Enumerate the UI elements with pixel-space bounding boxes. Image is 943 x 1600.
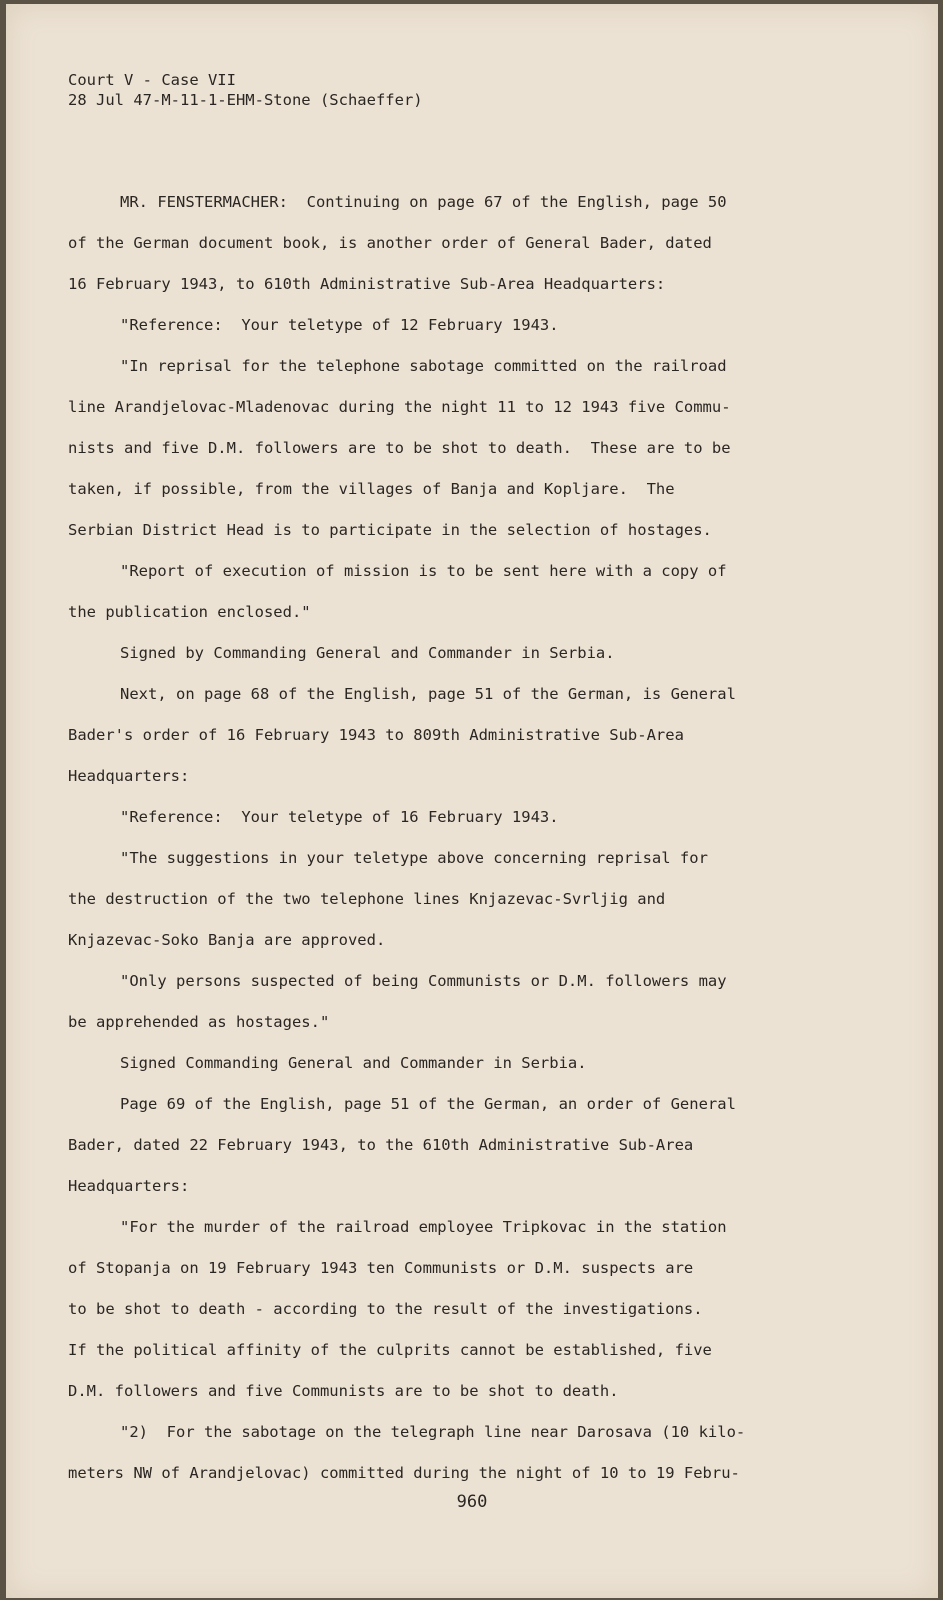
transcript-line: "The suggestions in your teletype above concerning reprisal for — [120, 849, 708, 867]
transcript-line: Page 69 of the English, page 51 of the German, an order of General — [120, 1095, 736, 1113]
header-session-line: 28 Jul 47-M-11-1-EHM-Stone (Schaeffer) — [68, 91, 423, 109]
transcript-line: be apprehended as hostages." — [68, 1013, 330, 1031]
transcript-line: Bader, dated 22 February 1943, to the 610th Administrative Sub-Area — [68, 1136, 694, 1154]
transcript-line: "Report of execution of mission is to be sent here with a copy of — [120, 562, 727, 580]
transcript-line: "Reference: Your teletype of 16 February 1943. — [120, 808, 559, 826]
page-number: 960 — [456, 1492, 488, 1512]
transcript-line: If the political affinity of the culprits cannot be established, five — [68, 1341, 712, 1359]
transcript-line: MR. FENSTERMACHER: Continuing on page 67 of the English, page 50 — [120, 193, 727, 211]
transcript-line: taken, if possible, from the villages of Banja and Kopljare. The — [68, 480, 675, 498]
transcript-line: the destruction of the two telephone lines Knjazevac-Svrljig and — [68, 890, 666, 908]
transcript-line: of the German document book, is another order of General Bader, dated — [68, 234, 712, 252]
transcript-body — [68, 187, 828, 1499]
transcript-line: Signed Commanding General and Commander in Serbia. — [120, 1054, 587, 1072]
transcript-line: "2) For the sabotage on the telegraph line near Darosava (10 kilo- — [120, 1423, 746, 1441]
transcript-line: "In reprisal for the telephone sabotage committed on the railroad — [120, 357, 727, 375]
transcript-line: "Only persons suspected of being Communists or D.M. followers may — [120, 972, 727, 990]
transcript-line: 16 February 1943, to 610th Administrative Sub-Area Headquarters: — [68, 275, 666, 293]
transcript-line: D.M. followers and five Communists are to be shot to death. — [68, 1382, 619, 1400]
transcript-line: Bader's order of 16 February 1943 to 809th Administrative Sub-Area — [68, 726, 684, 744]
transcript-line: to be shot to death - according to the result of the investigations. — [68, 1300, 703, 1318]
transcript-line: "Reference: Your teletype of 12 February 1943. — [120, 316, 559, 334]
transcript-line: Knjazevac-Soko Banja are approved. — [68, 931, 386, 949]
transcript-line: Next, on page 68 of the English, page 51 of the German, is General — [120, 685, 736, 703]
document-header — [68, 70, 423, 110]
transcript-line: Serbian District Head is to participate in the selection of hostages. — [68, 521, 712, 539]
transcript-line: Headquarters: — [68, 767, 190, 785]
transcript-line: of Stopanja on 19 February 1943 ten Communists or D.M. suspects are — [68, 1259, 694, 1277]
transcript-line: meters NW of Arandjelovac) committed during the night of 10 to 19 Febru- — [68, 1464, 740, 1482]
document-page — [6, 4, 938, 1598]
transcript-line: Signed by Commanding General and Commander in Serbia. — [120, 644, 615, 662]
transcript-line: line Arandjelovac-Mladenovac during the night 11 to 12 1943 five Commu- — [68, 398, 731, 416]
header-case-line: Court V - Case VII — [68, 71, 236, 89]
transcript-line: "For the murder of the railroad employee Tripkovac in the station — [120, 1218, 727, 1236]
transcript-line: nists and five D.M. followers are to be shot to death. These are to be — [68, 439, 731, 457]
transcript-line: Headquarters: — [68, 1177, 190, 1195]
transcript-line: the publication enclosed." — [68, 603, 311, 621]
